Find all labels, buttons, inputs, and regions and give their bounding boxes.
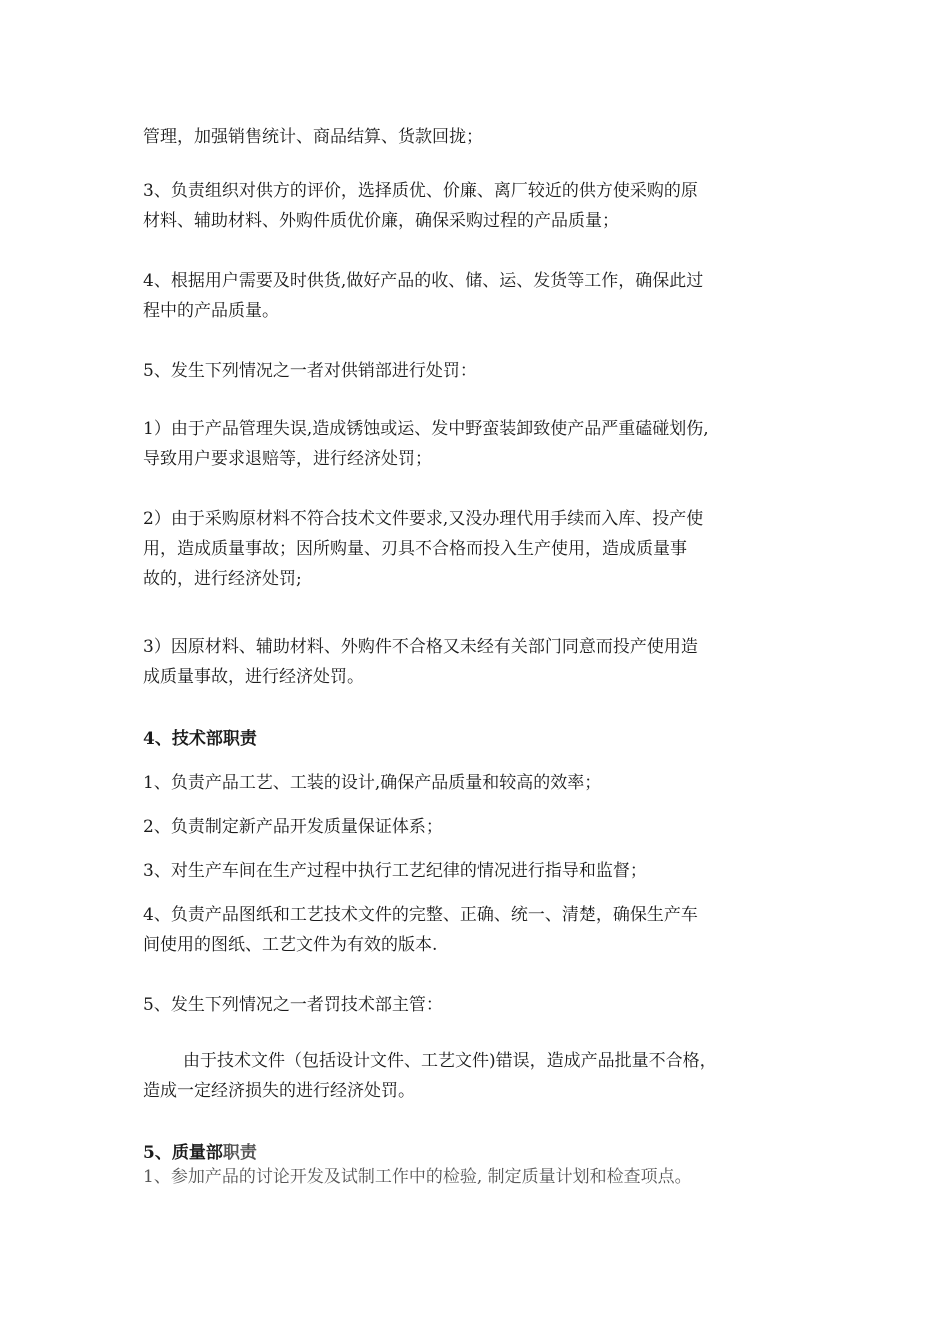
text-line: 程中的产品质量。	[143, 301, 279, 321]
text-line: 由于技术文件（包括设计文件、工艺文件)错误，造成产品批量不合格，	[183, 1051, 717, 1071]
heading-part: 职责	[222, 1143, 257, 1163]
text-line: 造成一定经济损失的进行经济处罚。	[143, 1081, 415, 1101]
text-line: 2、负责制定新产品开发质量保证体系；	[143, 817, 443, 837]
text-line: 4、负责产品图纸和工艺技术文件的完整、正确、统一、清楚，确保生产车	[143, 905, 698, 925]
text-line: 1、参加产品的讨论开发及试制工作中的检验, 制定质量计划和检查项点。	[143, 1167, 692, 1187]
text-line: 故的，进行经济处罚;	[143, 569, 302, 589]
paragraph-penalty-item-2	[143, 504, 793, 594]
text-line: 管理，加强销售统计、商品结算、货款回拢；	[143, 127, 483, 147]
text-line: 2）由于采购原材料不符合技术文件要求,又没办理代用手续而入库、投产使	[143, 509, 704, 529]
text-line: 导致用户要求退赔等，进行经济处罚；	[143, 449, 432, 469]
paragraph-supplier-evaluation	[143, 176, 793, 236]
paragraph-tech-duty-2	[143, 812, 793, 842]
paragraph-quality-duty-1	[143, 1162, 793, 1192]
text-line: 3、对生产车间在生产过程中执行工艺纪律的情况进行指导和监督；	[143, 861, 647, 881]
paragraph-tech-penalty-detail	[143, 1046, 793, 1106]
paragraph-tech-duty-1	[143, 768, 793, 798]
text-line: 用，造成质量事故；因所购量、刃具不合格而投入生产使用，造成质量事	[143, 539, 687, 559]
paragraph-penalty-item-1	[143, 414, 793, 474]
section-heading-tech-dept: 4、技术部职责	[143, 729, 257, 749]
text-line: 3）因原材料、辅助材料、外购件不合格又未经有关部门同意而投产使用造	[143, 637, 698, 657]
paragraph-tech-duty-3	[143, 856, 793, 886]
text-line: 5、发生下列情况之一者对供销部进行处罚：	[143, 361, 477, 381]
text-line: 5、发生下列情况之一者罚技术部主管：	[143, 995, 443, 1015]
paragraph-sales-management	[143, 122, 793, 152]
text-line: 间使用的图纸、工艺文件为有效的版本.	[143, 935, 438, 955]
text-line: 4、根据用户需要及时供货,做好产品的收、储、运、发货等工作，确保此过	[143, 271, 704, 291]
text-line: 1）由于产品管理失误,造成锈蚀或运、发中野蛮装卸致使产品严重磕碰划伤,	[143, 419, 709, 439]
paragraph-tech-duty-4	[143, 900, 793, 960]
text-line: 1、负责产品工艺、工装的设计,确保产品质量和较高的效率；	[143, 773, 602, 793]
text-line: 成质量事故，进行经济处罚。	[143, 667, 364, 687]
paragraph-penalty-item-3	[143, 632, 793, 692]
heading-part: 5、质量部	[143, 1143, 223, 1163]
text-line: 3、负责组织对供方的评价，选择质优、价廉、离厂较近的供方使采购的原	[143, 181, 698, 201]
text-line: 材料、辅助材料、外购件质优价廉，确保采购过程的产品质量；	[143, 211, 619, 231]
paragraph-supply-delivery	[143, 266, 793, 326]
paragraph-tech-penalty-intro	[143, 990, 793, 1020]
paragraph-sales-penalty-intro	[143, 356, 793, 386]
